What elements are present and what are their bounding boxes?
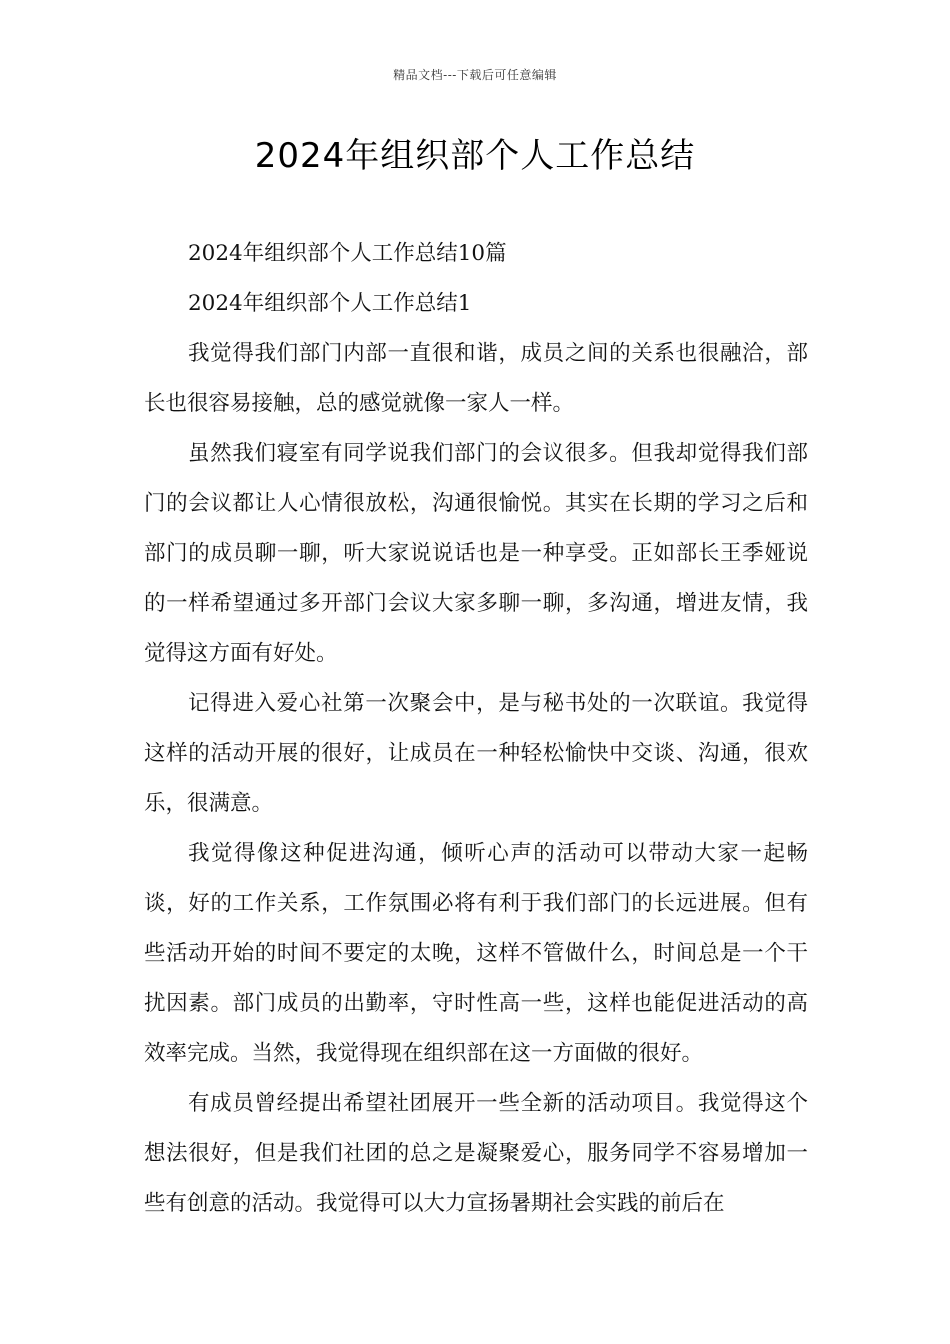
page-title: 2024年组织部个人工作总结 [254, 136, 696, 176]
paragraph: 记得进入爱心社第一次聚会中，是与秘书处的一次联谊。我觉得这样的活动开展的很好，让成员在一种轻松愉快中交谈、沟通，很欢乐，很满意。 [144, 691, 808, 816]
paragraph: 我觉得我们部门内部一直很和谐，成员之间的关系也很融洽，部长也很容易接触，总的感觉就像一家人一样。 [144, 341, 808, 416]
header-note: 精品文档---下载后可任意编辑 [393, 68, 557, 82]
paragraph-subtitle: 2024年组织部个人工作总结10篇 [188, 241, 507, 266]
paragraph-section-heading: 2024年组织部个人工作总结1 [188, 291, 472, 316]
paragraph: 有成员曾经提出希望社团展开一些全新的活动项目。我觉得这个想法很好，但是我们社团的总之是凝聚爱心，服务同学不容易增加一些有创意的活动。我觉得可以大力宣扬暑期社会实践的前后在 [144, 1091, 808, 1216]
paragraph: 我觉得像这种促进沟通，倾听心声的活动可以带动大家一起畅谈，好的工作关系，工作氛围必将有利于我们部门的长远进展。但有些活动开始的时间不要定的太晚，这样不管做什么，时间总是一个干扰因素。部门成员的出勤率，守时性高一些，这样也能促进活动的高效率完成。当然，我觉得现在组织部在这一方面做的很好。 [144, 841, 808, 1066]
document-body [144, 229, 808, 1229]
paragraph: 虽然我们寝室有同学说我们部门的会议很多。但我却觉得我们部门的会议都让人心情很放松，沟通很愉悦。其实在长期的学习之后和部门的成员聊一聊，听大家说说话也是一种享受。正如部长王季娅说的一样希望通过多开部门会议大家多聊一聊，多沟通，增进友情，我觉得这方面有好处。 [144, 441, 808, 666]
